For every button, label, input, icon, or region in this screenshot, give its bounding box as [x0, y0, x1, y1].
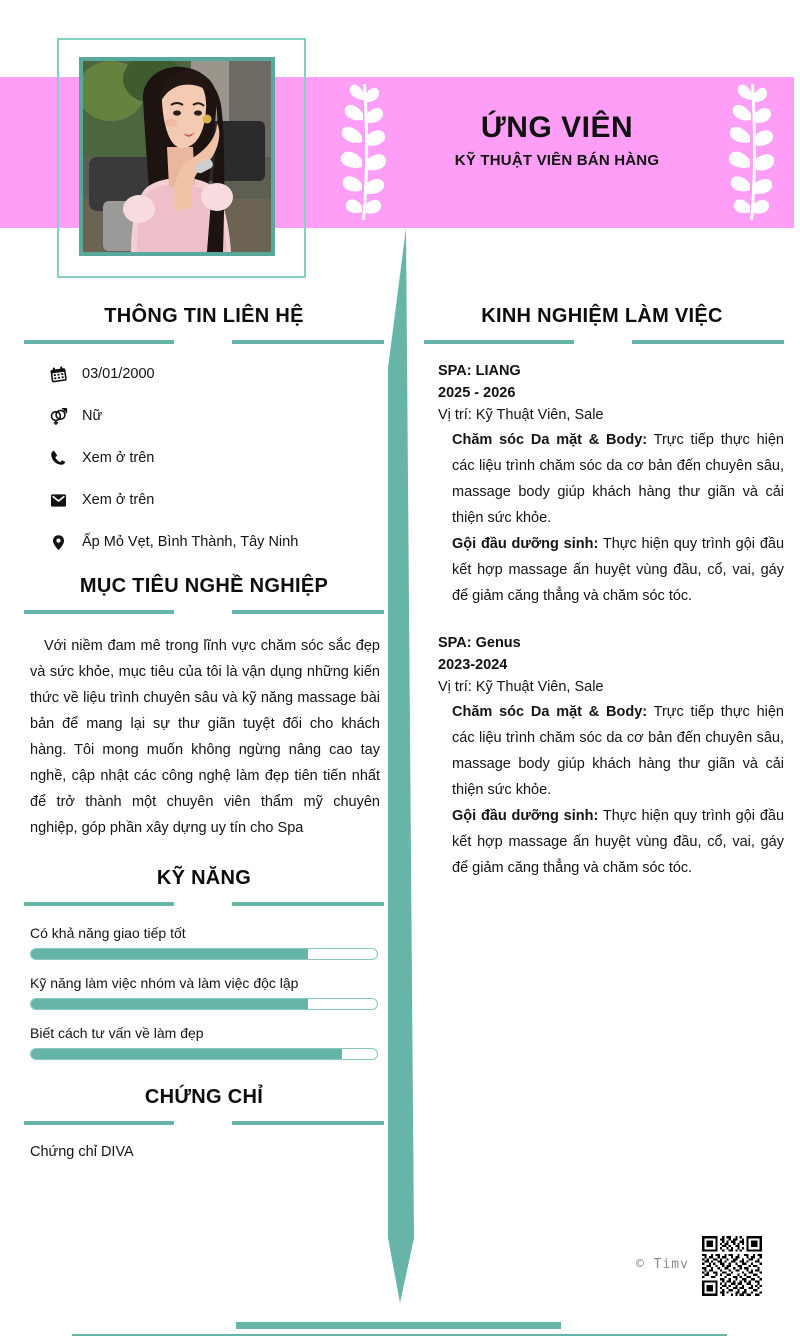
- experience-bullet: [438, 531, 784, 609]
- section-certificates: [20, 1086, 388, 1160]
- section-rule: [20, 1121, 388, 1126]
- section-rule: [20, 610, 388, 615]
- section-title-skills: KỸ NĂNG: [156, 867, 252, 889]
- section-title-experience: KINH NGHIỆM LÀM VIỆC: [481, 305, 723, 327]
- experience-bullet-title: Chăm sóc Da mặt & Body:: [452, 432, 648, 448]
- objective-text: Với niềm đam mê trong lĩnh vực chăm sóc sắc đẹp và sức khỏe, mục tiêu của tôi là vận dụng những kiến thức về liệu trình chuyên sâu và kỹ năng massage bài bản để mang lại sự thư giãn tuyệt đối cho khách hàng. Tôi mong muốn không ngừng nâng cao tay nghề, cập nhật các công nghệ làm đẹp tiên tiến nhất để trở thành một chuyên viên thẩm mỹ chuyên nghiệp, góp phần xây dựng uy tín cho Spa: [30, 638, 380, 836]
- contact-item-gender: [48, 405, 388, 427]
- calendar-icon: [48, 364, 68, 384]
- experience-bullet: [438, 427, 784, 531]
- section-rule: [420, 340, 784, 345]
- experience-years: 2025 - 2026: [438, 385, 516, 401]
- contact-value: Xem ở trên: [82, 492, 155, 508]
- qr-code[interactable]: [693, 1234, 771, 1298]
- footer-bar-upper: [236, 1322, 561, 1329]
- gender-icon: [48, 406, 68, 426]
- contact-item-phone[interactable]: [48, 447, 388, 469]
- skill-progress-bar: [30, 998, 378, 1010]
- skill-label: Có khả năng giao tiếp tốt: [30, 925, 186, 941]
- experience-company: SPA: Genus: [438, 635, 521, 651]
- experience-entry: [420, 635, 784, 881]
- page-subtitle: KỸ THUẬT VIÊN BÁN HÀNG: [454, 151, 660, 169]
- experience-bullet-title: Gội đầu dưỡng sinh:: [452, 536, 599, 552]
- left-column: [20, 305, 388, 1160]
- contact-list: [48, 363, 388, 553]
- experience-bullet-title: Gội đầu dưỡng sinh:: [452, 808, 599, 824]
- experience-bullet-text: Thực hiện quy trình gội đầu kết hợp massage ấn huyệt vùng đầu, cổ, vai, gáy để giảm căng thẳng và chăm sóc tóc.: [452, 808, 785, 876]
- right-column: [420, 305, 784, 907]
- experience-role: Vị trí: Kỹ Thuật Viên, Sale: [438, 407, 604, 423]
- phone-icon: [48, 448, 68, 468]
- skill-progress-fill: [31, 949, 308, 959]
- experience-bullet: [438, 699, 784, 803]
- experience-bullet-text: Trực tiếp thực hiện các liệu trình chăm sóc da cơ bản đến chuyên sâu, massage body giúp khách hàng thư giãn và cải thiện sức khỏe.: [452, 704, 784, 798]
- leaf-decoration-right-icon: [722, 78, 780, 226]
- skills-list: [20, 925, 388, 1060]
- skill-label: Kỹ năng làm việc nhóm và làm việc độc lập: [30, 975, 299, 991]
- section-skills: [20, 867, 388, 1060]
- section-title-contact: THÔNG TIN LIÊN HỆ: [104, 305, 304, 327]
- experience-company: SPA: LIANG: [438, 363, 521, 379]
- skill-progress-bar: [30, 948, 378, 960]
- experience-years: 2023-2024: [438, 657, 508, 673]
- experience-bullet-text: Thực hiện quy trình gội đầu kết hợp massage ấn huyệt vùng đầu, cổ, vai, gáy để giảm căng thẳng và chăm sóc tóc.: [452, 536, 785, 604]
- contact-value: Ấp Mỏ Vẹt, Bình Thành, Tây Ninh: [82, 534, 299, 550]
- section-rule: [20, 340, 388, 345]
- section-objective: [20, 575, 388, 841]
- section-title-objective: MỤC TIÊU NGHỀ NGHIỆP: [79, 575, 329, 597]
- experience-bullet: [438, 803, 784, 881]
- leaf-decoration-left-icon: [334, 78, 392, 226]
- skill-progress-fill: [31, 1049, 342, 1059]
- experience-list: [420, 363, 784, 881]
- section-contact: [20, 305, 388, 553]
- skill-item: [20, 1025, 388, 1060]
- certificate-item: Chứng chỉ DIVA: [30, 1144, 134, 1160]
- contact-item-email[interactable]: [48, 489, 388, 511]
- experience-bullet-title: Chăm sóc Da mặt & Body:: [452, 704, 648, 720]
- watermark-label: © Timv: [636, 1257, 689, 1272]
- experience-entry: [420, 363, 784, 609]
- experience-role: Vị trí: Kỹ Thuật Viên, Sale: [438, 679, 604, 695]
- contact-value: Xem ở trên: [82, 450, 155, 466]
- experience-bullet-text: Trực tiếp thực hiện các liệu trình chăm sóc da cơ bản đến chuyên sâu, massage body giúp khách hàng thư giãn và cải thiện sức khỏe.: [452, 432, 784, 526]
- location-pin-icon: [48, 532, 68, 552]
- candidate-photo-image: [83, 61, 271, 252]
- section-rule: [20, 902, 388, 907]
- contact-item-birthdate: [48, 363, 388, 385]
- avatar: [79, 57, 275, 256]
- skill-progress-fill: [31, 999, 308, 1009]
- section-title-certificates: CHỨNG CHỈ: [144, 1086, 264, 1108]
- skill-label: Biết cách tư vấn về làm đẹp: [30, 1025, 204, 1041]
- contact-item-address: [48, 531, 388, 553]
- page-title: ỨNG VIÊN: [480, 111, 634, 144]
- contact-value: Nữ: [82, 408, 103, 424]
- contact-value: 03/01/2000: [82, 366, 155, 382]
- skill-progress-bar: [30, 1048, 378, 1060]
- skill-item: [20, 975, 388, 1010]
- email-icon: [48, 490, 68, 510]
- header-titles: [400, 112, 714, 169]
- skill-item: [20, 925, 388, 960]
